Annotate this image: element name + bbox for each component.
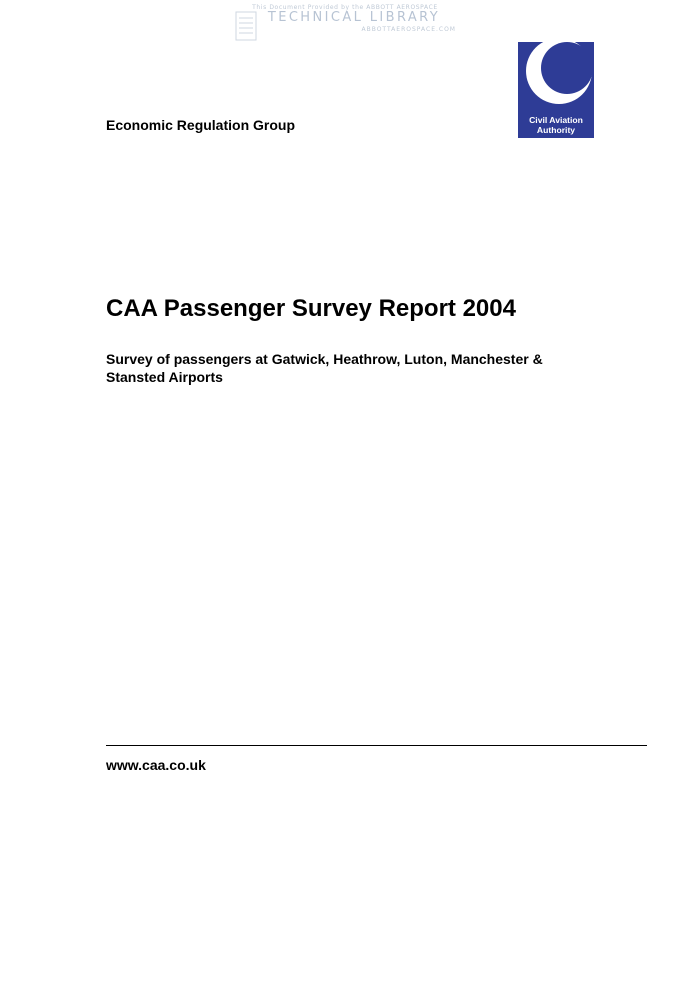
caa-logo (518, 42, 594, 138)
document-subtitle: Survey of passengers at Gatwick, Heathrow, Luton, Manchester & Stansted Airports (106, 351, 543, 385)
document-title: CAA Passenger Survey Report 2004 (106, 295, 516, 322)
caa-logo-line2: Authority (536, 124, 576, 135)
watermark-library-name: TECHNICAL LIBRARY (267, 10, 441, 25)
group-name: Economic Regulation Group (106, 117, 296, 133)
watermark (234, 2, 456, 44)
watermark-provided-by: This Document Provided by the ABBOTT AEROSPACE (252, 4, 438, 11)
caa-logo-wordmark (518, 116, 594, 135)
caa-logo-line1: Civil Aviation (529, 115, 583, 125)
footer-website-url: www.caa.co.uk (106, 757, 206, 773)
watermark-website: ABBOTTAEROSPACE.COM (361, 26, 456, 33)
footer-divider (106, 745, 647, 746)
